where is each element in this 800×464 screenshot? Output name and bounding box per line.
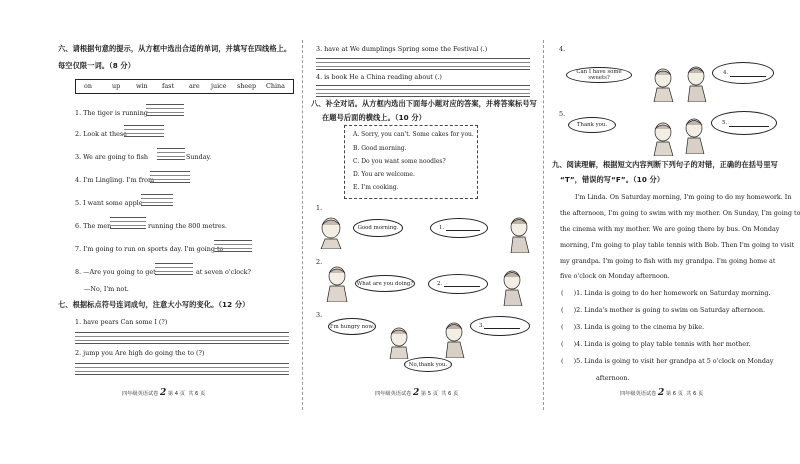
tf-statement: ( )1. Linda is going to do her homework on Saturday morning.	[561, 289, 771, 297]
q6-item-5: 5. I want some apple	[75, 199, 143, 207]
q7-item-4: 4. is book He a China reading about (.)	[316, 73, 442, 81]
section6-subtitle: 每空仅限一词。（8 分）	[58, 61, 135, 70]
word-option: sheep	[237, 82, 257, 90]
dialog-number: 4.	[559, 45, 566, 53]
page-footer: 四年级英语试卷 2 第 6 页 共 6 页	[620, 388, 704, 398]
boy-figure-icon	[440, 320, 470, 358]
word-option: win	[136, 82, 148, 90]
answer-line[interactable]	[110, 217, 146, 229]
q6-item-2: 2. Look at these	[75, 130, 127, 138]
answer-line[interactable]	[316, 58, 530, 70]
answer-bubble: 5.	[711, 111, 777, 135]
q6-item-3: 3. We are going to fish	[75, 153, 148, 161]
boy-figure-icon	[680, 116, 710, 154]
answer-line[interactable]	[214, 240, 252, 252]
word-option: on	[84, 82, 92, 90]
girl-figure-icon	[382, 325, 416, 359]
answer-line[interactable]	[146, 104, 184, 116]
speech-bubble: What are you doing?	[355, 275, 415, 292]
q7-item-1: 1. have pears Can some I (?)	[75, 318, 168, 326]
answer-line[interactable]	[316, 85, 530, 97]
dialog-number: 5.	[559, 110, 566, 118]
answer-bubble: 2.	[428, 274, 488, 294]
column-divider	[543, 40, 544, 410]
answer-line[interactable]	[729, 126, 769, 127]
girl-figure-icon	[648, 66, 678, 102]
passage-line: the afternoon, I'm going to swim with my mother. On Sunday, I'm going to	[560, 209, 800, 217]
word-option: juice	[211, 82, 227, 90]
q6-item-8-tail: at seven o'clock?	[196, 268, 251, 276]
options-box	[344, 125, 478, 199]
page-footer: 四年级英语试卷 2 第 5 页 共 6 页	[375, 388, 459, 398]
q6-item-8: 8. —Are you going to get	[75, 268, 156, 276]
answer-line[interactable]	[124, 125, 164, 137]
dialog-number: 3.	[316, 311, 323, 319]
answer-line[interactable]	[141, 194, 173, 206]
section7-title: 七、根据标点符号连词成句，注意大小写的变化。（12 分）	[58, 300, 250, 309]
answer-line[interactable]	[75, 363, 289, 375]
passage-line: morning, I'm going to play table tennis with Bob. Then I'm going to visit	[560, 241, 795, 249]
word-option: up	[112, 82, 121, 90]
word-box	[75, 79, 294, 94]
answer-bubble: 3.	[470, 316, 530, 336]
option-d: D. You are welcome.	[353, 171, 415, 178]
passage-line: five o'clock on Monday afternoon.	[560, 272, 670, 280]
passage-line: my grandpa. I'm going to fish with my grandpa. I'm going home at	[560, 257, 776, 265]
tf-statement-tail: afternoon.	[596, 374, 630, 382]
girl-figure-icon	[648, 120, 678, 156]
q6-item-6: 6. The men	[75, 222, 112, 230]
tf-statement: ( )5. Linda is going to visit her grandpa at 5 o'clock on Monday	[561, 357, 774, 365]
answer-line[interactable]	[155, 263, 193, 275]
girl-figure-icon	[320, 264, 354, 302]
answer-bubble: 1.	[430, 218, 488, 238]
section6-title: 六、请根据句意的提示，从方框中选出合适的单词，并填写在四线格上。	[58, 44, 292, 53]
q6-item-6-tail: running the 800 metres.	[148, 222, 227, 230]
boy-figure-icon	[505, 215, 535, 253]
option-c: C. Do you want some noodles?	[353, 158, 446, 165]
q6-item-7: 7. I'm going to run on sports day. I'm going to	[75, 245, 224, 253]
answer-line[interactable]	[150, 171, 190, 183]
tf-statement: ( )3. Linda is going to the cinema by bike.	[561, 323, 705, 331]
tf-statement: ( )2. Linda's mother is going to swim on Saturday afternoon.	[561, 306, 766, 314]
boy-figure-icon	[498, 268, 528, 306]
answer-line[interactable]	[484, 328, 520, 329]
word-option: China	[266, 82, 285, 90]
speech-bubble: Good morning.	[353, 219, 403, 237]
q7-item-2: 2. jump you Are high do going the to (?)	[75, 349, 205, 357]
footer-number: 2	[159, 388, 167, 398]
speech-bubble: Thank you.	[568, 117, 616, 133]
answer-line[interactable]	[157, 148, 185, 160]
boy-figure-icon	[682, 64, 712, 102]
option-b: B. Good morning.	[353, 145, 407, 152]
q6-item-8-reply: —No, I'm not.	[84, 285, 129, 293]
option-e: E. I'm cooking.	[353, 184, 399, 191]
section9-title-2: “T”，错误的写“F”。（10 分）	[560, 175, 665, 184]
word-option: are	[189, 82, 200, 90]
passage-line: the cinema with my mother. We are going there by bus. On Monday	[560, 225, 780, 233]
word-option: fast	[162, 82, 175, 90]
section8-title: 八、补全对话。从方框内选出下面每小题对应的答案，并将答案标号写	[311, 99, 537, 108]
answer-line[interactable]	[446, 230, 480, 231]
passage-line: I'm Linda. On Saturday morning, I'm going to do my homework. In	[575, 193, 792, 201]
column-divider	[302, 40, 303, 410]
girl-figure-icon	[313, 215, 349, 249]
answer-line[interactable]	[444, 286, 480, 287]
q6-item-1: 1. The tiger is running	[75, 109, 148, 117]
footer-number: 2	[657, 388, 665, 398]
q6-item-4: 4. I'm Lingling. I'm from	[75, 176, 155, 184]
q7-item-3: 3. have at We dumplings Spring some the Festival (.)	[316, 45, 488, 53]
q6-item-3-tail: Sunday.	[186, 153, 212, 161]
answer-line[interactable]	[730, 76, 766, 77]
footer-number: 2	[412, 388, 420, 398]
answer-bubble: 4.	[712, 62, 774, 84]
dialog-number: 2.	[316, 258, 323, 266]
page-footer: 四年级英语试卷 2 第 4 页 共 6 页	[122, 388, 206, 398]
answer-line[interactable]	[75, 332, 289, 344]
tf-statement: ( )4. Linda is going to play table tennis with her mother.	[561, 340, 751, 348]
speech-bubble: No,thank you.	[404, 357, 452, 372]
section9-title: 九、阅读理解，根据短文内容判断下列句子的对错，正确的在括号里写	[552, 160, 778, 169]
speech-bubble: I'm hungry now.	[328, 318, 376, 335]
dialog-number: 1.	[316, 204, 323, 212]
option-a: A. Sorry, you can't. Some cakes for you.	[353, 131, 474, 138]
section8-title-2: 在题号后面的横线上。（10 分）	[322, 113, 426, 122]
speech-bubble: Can I have some sweets?	[566, 67, 632, 83]
